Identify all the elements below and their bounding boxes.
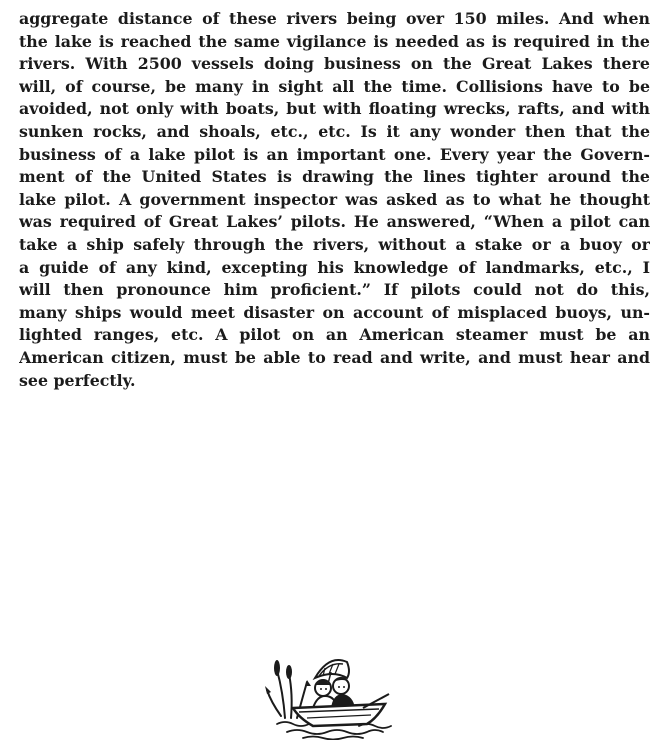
paragraph-line: see perfectly. [19,370,136,390]
paragraph-line: avoided, not only with boats, but with floating wrecks, rafts, and with [19,99,650,119]
paragraph-line: business of a lake pilot is an important one. Every year the Govern- [19,144,650,164]
paragraph-line: will then pronounce him proficient.” If pilots could not do this, [19,280,650,300]
paragraph-line: rivers. With 2500 vessels doing business on the Great Lakes there [19,54,650,74]
paragraph-line: will, of course, be many in sight all the time. Collisions have to be [19,76,650,96]
paragraph-line: aggregate distance of these rivers being over 150 miles. And when [19,9,650,28]
paragraph-line: sunken rocks, and shoals, etc., etc. Is it any wonder then that the [19,121,650,141]
paragraph-line: take a ship safely through the rivers, without a stake or a buoy or [19,234,650,254]
body-paragraph [19,8,650,392]
paragraph-line: lake pilot. A government inspector was asked as to what he thought [19,189,650,209]
boat-vignette-icon [263,652,397,740]
paragraph-line: ment of the United States is drawing the lines tighter around the [19,167,650,187]
paragraph-line: was required of Great Lakes’ pilots. He answered, “When a pilot can [19,212,650,232]
paragraph-line: a guide of any kind, excepting his knowledge of landmarks, etc., I [19,257,650,277]
paragraph-line: the lake is reached the same vigilance is needed as is required in the [19,31,650,51]
paragraph-line: lighted ranges, etc. A pilot on an American steamer must be an [19,325,650,345]
paragraph-line: American citizen, must be able to read and write, and must hear and [19,347,650,367]
paragraph-line: many ships would meet disaster on account of misplaced buoys, un- [19,302,650,322]
